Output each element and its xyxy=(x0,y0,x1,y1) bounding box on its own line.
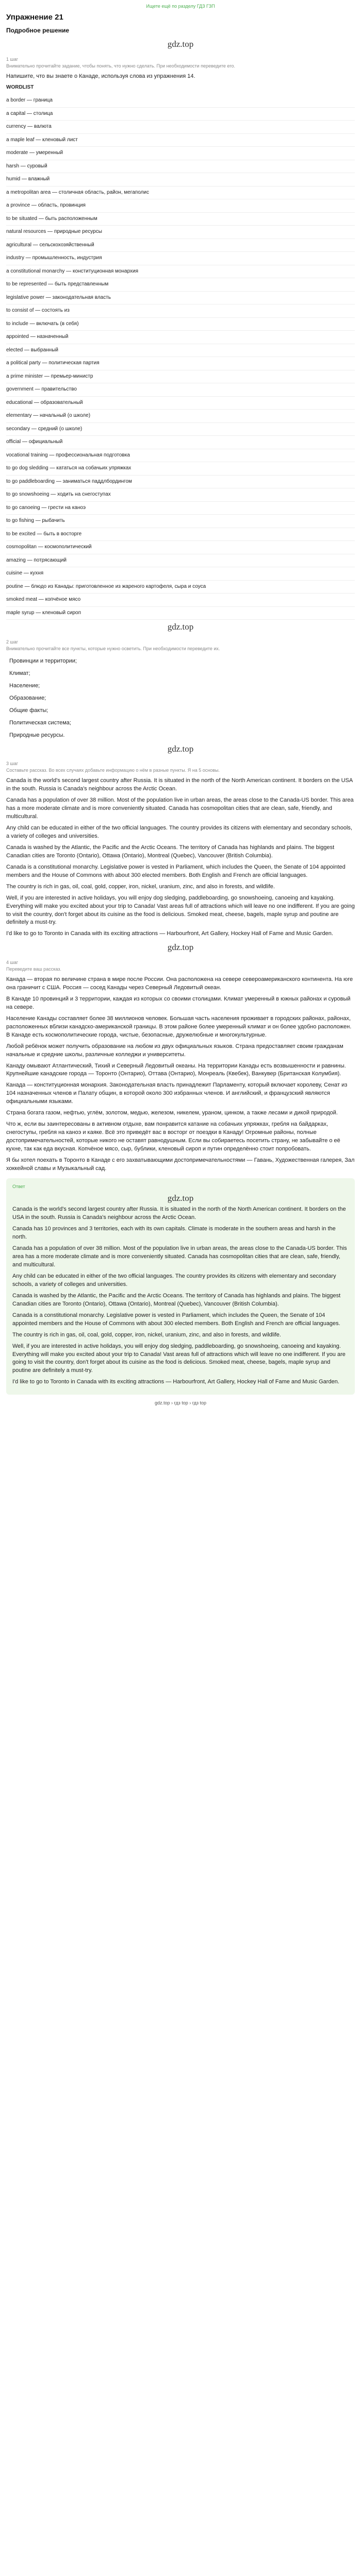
vocab-item: vocational training — профессиональная подготовка xyxy=(6,449,355,463)
paragraph: I'd like to go to Toronto in Canada with its exciting attractions — Harbourfront, Art Gallery, Hockey Hall of Fame and Music Garden. xyxy=(6,930,333,937)
vocab-item: poutine — блюдо из Канады: приготовленное из жареного картофеля, сыра и соуса xyxy=(6,581,355,594)
vocab-item: natural resources — природные ресурсы xyxy=(6,226,355,239)
paragraph: Канада — конституционная монархия. Законодательная власть принадлежит Парламенту, который включает королеву, Сенат из 104 назначенных членов и Палату общин, в которой около 300 избранных членов. И английский, и французский являются официальными языками. xyxy=(6,1082,348,1105)
step-label: 3 шаг xyxy=(6,761,19,767)
page-title: Упражнение 21 xyxy=(6,13,63,22)
vocab-item: to be represented — быть представленным xyxy=(6,278,355,292)
list-item: Политическая система; xyxy=(9,719,71,726)
step-2 xyxy=(6,639,355,742)
step-label: 4 шаг xyxy=(6,959,19,965)
paragraph: Canada has a population of over 38 million. Most of the population live in urban areas, the areas close to the Canada-US border. This area has a more moderate climate and is more conveniently situated. Canada has cosmopolitan cities that are clean, safe, friendly, and multicultural. xyxy=(6,797,354,820)
answer-text xyxy=(12,1206,349,1386)
paragraph: Canada is the world's second largest country after Russia. It is situated in the north of the North American continent. It borders on the USA in the south. Russia is Canada's neighbour across the Arctic Ocean. xyxy=(6,777,353,792)
step-4 xyxy=(6,959,355,1173)
paragraph: Any child can be educated in either of the two official languages. The country provides its citizens with elementary and secondary schools, a variety of colleges and universities. xyxy=(12,1273,336,1287)
step-description: Внимательно прочитайте задание, чтобы понять, что нужно сделать. При необходимости переведите его. xyxy=(6,63,235,69)
vocab-item: to be situated — быть расположенным xyxy=(6,213,355,226)
paragraph: The country is rich in gas, oil, coal, gold, copper, iron, nickel, uranium, zinc, and also in forests, and wildlife. xyxy=(6,883,275,890)
vocab-item: a political party — политическая партия xyxy=(6,357,355,370)
vocab-item: a constitutional monarchy — конституционная монархия xyxy=(6,265,355,279)
paragraph: Well, if you are interested in active holidays, you will enjoy dog sledging, paddleboarding, go snowshoeing, canoeing and kayaking. Everything will make you excited about your trip to Canada! Vast areas full of attractions which will leave no one indifferent. If you are going to visit the country, don't forget about its cuisine as the food is delicious. Smoked meat, cheese, bagels, maple syrup and poutine are definitely a must-try. xyxy=(6,894,355,926)
vocab-item: humid — влажный xyxy=(6,173,355,187)
vocab-item: harsh — суровый xyxy=(6,160,355,174)
paragraph: Canada has a population of over 38 million. Most of the population live in urban areas, the areas close to the Canada-US border. This area has a more moderate climate and is more conveniently situated. Canada has cosmopolitan cities that are clean, safe, friendly, and multicultural. xyxy=(12,1245,347,1268)
paragraph: Canada is a constitutional monarchy. Legislative power is vested in Parliament, which includes the Queen, the Senate of 104 appointed members and the House of Commons with about 300 elected members. Both English and French are official languages. xyxy=(12,1312,340,1327)
step-1 xyxy=(6,56,355,620)
vocab-item: a metropolitan area — столичная область, район, мегаполис xyxy=(6,187,355,200)
vocab-item: educational — образовательный xyxy=(6,397,355,410)
vocab-item: secondary — средний (о школе) xyxy=(6,423,355,436)
watermark: gdz.top xyxy=(167,39,194,49)
vocab-item: moderate — умеренный xyxy=(6,147,355,160)
vocab-item: to include — включать (в себя) xyxy=(6,318,355,331)
paragraph: В Канаде 10 провинций и 3 территории, каждая из которых со своими столицами. Климат умеренный в южных районах и суровый на севере. xyxy=(6,995,351,1010)
vocab-item: amazing — потрясающий xyxy=(6,554,355,568)
watermark: gdz.top xyxy=(167,622,194,632)
step-label: 2 шаг xyxy=(6,639,19,645)
paragraph: Что ж, если вы заинтересованы в активном отдыхе, вам понравится катание на собачьих упряжках, гребля на байдарках, снегоступы, гребля на каноэ и каяке. Всё это приведёт вас в восторг от поездки в Канаду! Огромные районы, полные достопримечательностей, которые никого не оставят равнодушным. Если вы собираетесь посетить страну, не забывайте о её кухне, так как еда вкусная. Копчёное мясо, сыр, бублики, кленовый сироп и путин определённо стоит попробовать. xyxy=(6,1121,340,1152)
vocab-item: to go fishing — рыбачить xyxy=(6,515,355,528)
list-item: Общие факты; xyxy=(9,707,48,714)
vocab-item: cosmopolitan — космополитический xyxy=(6,541,355,554)
paragraph: Канаду омывают Атлантический, Тихий и Северный Ледовитый океаны. На территории Канады есть возвышенности и равнины. Крупнейшие канадские города — Торонто (Онтарио), Оттава (Онтарио), Монреаль (Квебек), Ванкувер (Британская Колумбия). xyxy=(6,1062,346,1077)
paragraph: Canada is washed by the Atlantic, the Pacific and the Arctic Oceans. The territory of Canada has highlands and plains. The biggest Canadian cities are Toronto (Ontario), Ottawa (Ontario), Montreal (Quebec), Vancouver (British Columbia). xyxy=(12,1292,341,1307)
vocab-item: to go paddleboarding — заниматься паддлбордингом xyxy=(6,476,355,489)
paragraph: Well, if you are interested in active holidays, you will enjoy dog sledging, paddleboarding, go snowshoeing, canoeing and kayaking. Everything will make you excited about your trip to Canada! Vast areas full of attractions which will leave no one indifferent. If you are going to visit the country, don't forget about its cuisine as the food is delicious. Smoked meat, cheese, bagels, maple syrup and poutine are definitely a must-try. xyxy=(12,1343,346,1374)
step-4-text xyxy=(6,976,355,1173)
list-item: Население; xyxy=(9,682,40,689)
vocab-item: a maple leaf — кленовый лист xyxy=(6,134,355,147)
paragraph: Canada is a constitutional monarchy. Legislative power is vested in Parliament, which includes the Queen, the Senate of 104 appointed members and the House of Commons with about 300 elected members. Both English and French are official languages. xyxy=(6,863,346,878)
paragraph: Canada has 10 provinces and 3 territories, each with its own capitals. Climate is moderate in the southern areas and harsh in the north. xyxy=(12,1226,336,1241)
paragraph: Any child can be educated in either of the two official languages. The country provides its citizens with elementary and secondary schools, a variety of colleges and universities. xyxy=(6,825,352,840)
paragraph: Страна богата газом, нефтью, углём, золотом, медью, железом, никелем, ураном, цинком, а также лесами и дикой природой. xyxy=(6,1110,338,1116)
vocab-item: industry — промышленность, индустрия xyxy=(6,252,355,265)
watermark: gdz.top xyxy=(167,1193,194,1203)
watermark: gdz.top xyxy=(167,942,194,953)
paragraph: Canada is the world's second largest country after Russia. It is situated in the north of the North American continent. It borders on the USA in the south. Russia is Canada's neighbour across the Arctic Ocean. xyxy=(12,1206,346,1221)
paragraph: I'd like to go to Toronto in Canada with its exciting attractions — Harbourfront, Art Gallery, Hockey Hall of Fame and Music Garden. xyxy=(12,1379,339,1385)
vocab-item: elected — выбранный xyxy=(6,344,355,358)
answer-label: Ответ xyxy=(12,1183,25,1189)
top-link[interactable]: Ищете ещё по разделу ГДЗ ГЗП xyxy=(146,4,215,9)
list-item: Природные ресурсы. xyxy=(9,732,65,738)
page-subtitle: Подробное решение xyxy=(6,26,70,34)
vocab-item: to consist of — состоять из xyxy=(6,304,355,318)
paragraph: Канада — вторая по величине страна в мире после России. Она расположена на севере североамериканского континента. На юге она граничит с США. Россия — сосед Канады через Северный Ледовитый океан. xyxy=(6,976,353,991)
step-3-text xyxy=(6,777,355,938)
vocab-item: a prime minister — премьер-министр xyxy=(6,370,355,384)
vocab-list xyxy=(6,94,355,620)
vocab-item: to go canoeing — грести на каноэ xyxy=(6,502,355,515)
list-item: Климат; xyxy=(9,670,30,677)
watermark: gdz.top xyxy=(167,743,194,754)
step-description: Внимательно прочитайте все пункты, которые нужно осветить. При необходимости переведите их. xyxy=(6,646,220,652)
vocab-item: elementary — начальный (о школе) xyxy=(6,410,355,423)
vocab-item: a capital — столица xyxy=(6,108,355,121)
vocab-item: currency — валюта xyxy=(6,121,355,134)
vocab-item: to go dog sledding — кататься на собачьих упряжках xyxy=(6,462,355,476)
paragraph: Canada is washed by the Atlantic, the Pacific and the Arctic Oceans. The territory of Canada has highlands and plains. The biggest Canadian cities are Toronto (Ontario), Ottawa (Ontario), Montreal (Quebec), Vancouver (British Columbia). xyxy=(6,844,335,859)
items-list xyxy=(6,655,355,742)
answer-box xyxy=(6,1178,355,1395)
vocab-item: a province — область, провинция xyxy=(6,199,355,213)
list-item: Образование; xyxy=(9,694,46,701)
step-description: Переведите ваш рассказ. xyxy=(6,967,61,972)
step-label: 1 шаг xyxy=(6,56,19,62)
task-text: Напишите, что вы знаете о Канаде, используя слова из упражнения 14. xyxy=(6,73,195,79)
paragraph: The country is rich in gas, oil, coal, gold, copper, iron, nickel, uranium, zinc, and also in forests, and wildlife. xyxy=(12,1331,281,1338)
vocab-item: legislative power — законодательная власть xyxy=(6,292,355,305)
step-3 xyxy=(6,760,355,938)
vocab-item: to be excited — быть в восторге xyxy=(6,528,355,541)
vocab-item: smoked meat — копчёное мясо xyxy=(6,594,355,607)
wordlist-title: WORDLIST xyxy=(6,84,34,90)
paragraph: Население Канады составляет более 38 миллионов человек. Большая часть населения проживает в городских районах, районах, расположенных вблизи канадско-американской границы. В этом районе более умеренный климат и он более удобно расположен. В Канаде есть космополитические города, чистые, безопасные, дружелюбные и многокультурные. xyxy=(6,1015,352,1038)
paragraph: Я бы хотел поехать в Торонто в Канаде с его захватывающими достопримечательностями — Гавань, Художественная галерея, Зал хоккейной славы и Музыкальный сад. xyxy=(6,1157,355,1172)
footer: gdz.top › гдз top › гдз top xyxy=(154,1400,207,1406)
list-item: Провинции и территории; xyxy=(9,658,77,665)
vocab-item: to go snowshoeing — ходить на снегоступах xyxy=(6,488,355,502)
vocab-item: government — правительство xyxy=(6,383,355,397)
vocab-item: agricultural — сельскохозяйственный xyxy=(6,239,355,252)
vocab-item: official — официальный xyxy=(6,436,355,449)
vocab-item: a border — граница xyxy=(6,94,355,108)
vocab-item: maple syrup — кленовый сироп xyxy=(6,607,355,620)
vocab-item: appointed — назначенный xyxy=(6,331,355,344)
paragraph: Любой ребёнок может получить образование на любом из двух официальных языков. Страна предоставляет своим гражданам начальные и средние школы, различные колледжи и университеты. xyxy=(6,1043,343,1058)
step-description: Составьте рассказ. Во всех случаях добавьте информацию о нём в разные пункты. Я на 5 основы. xyxy=(6,768,220,773)
vocab-item: cuisine — кухня xyxy=(6,567,355,581)
